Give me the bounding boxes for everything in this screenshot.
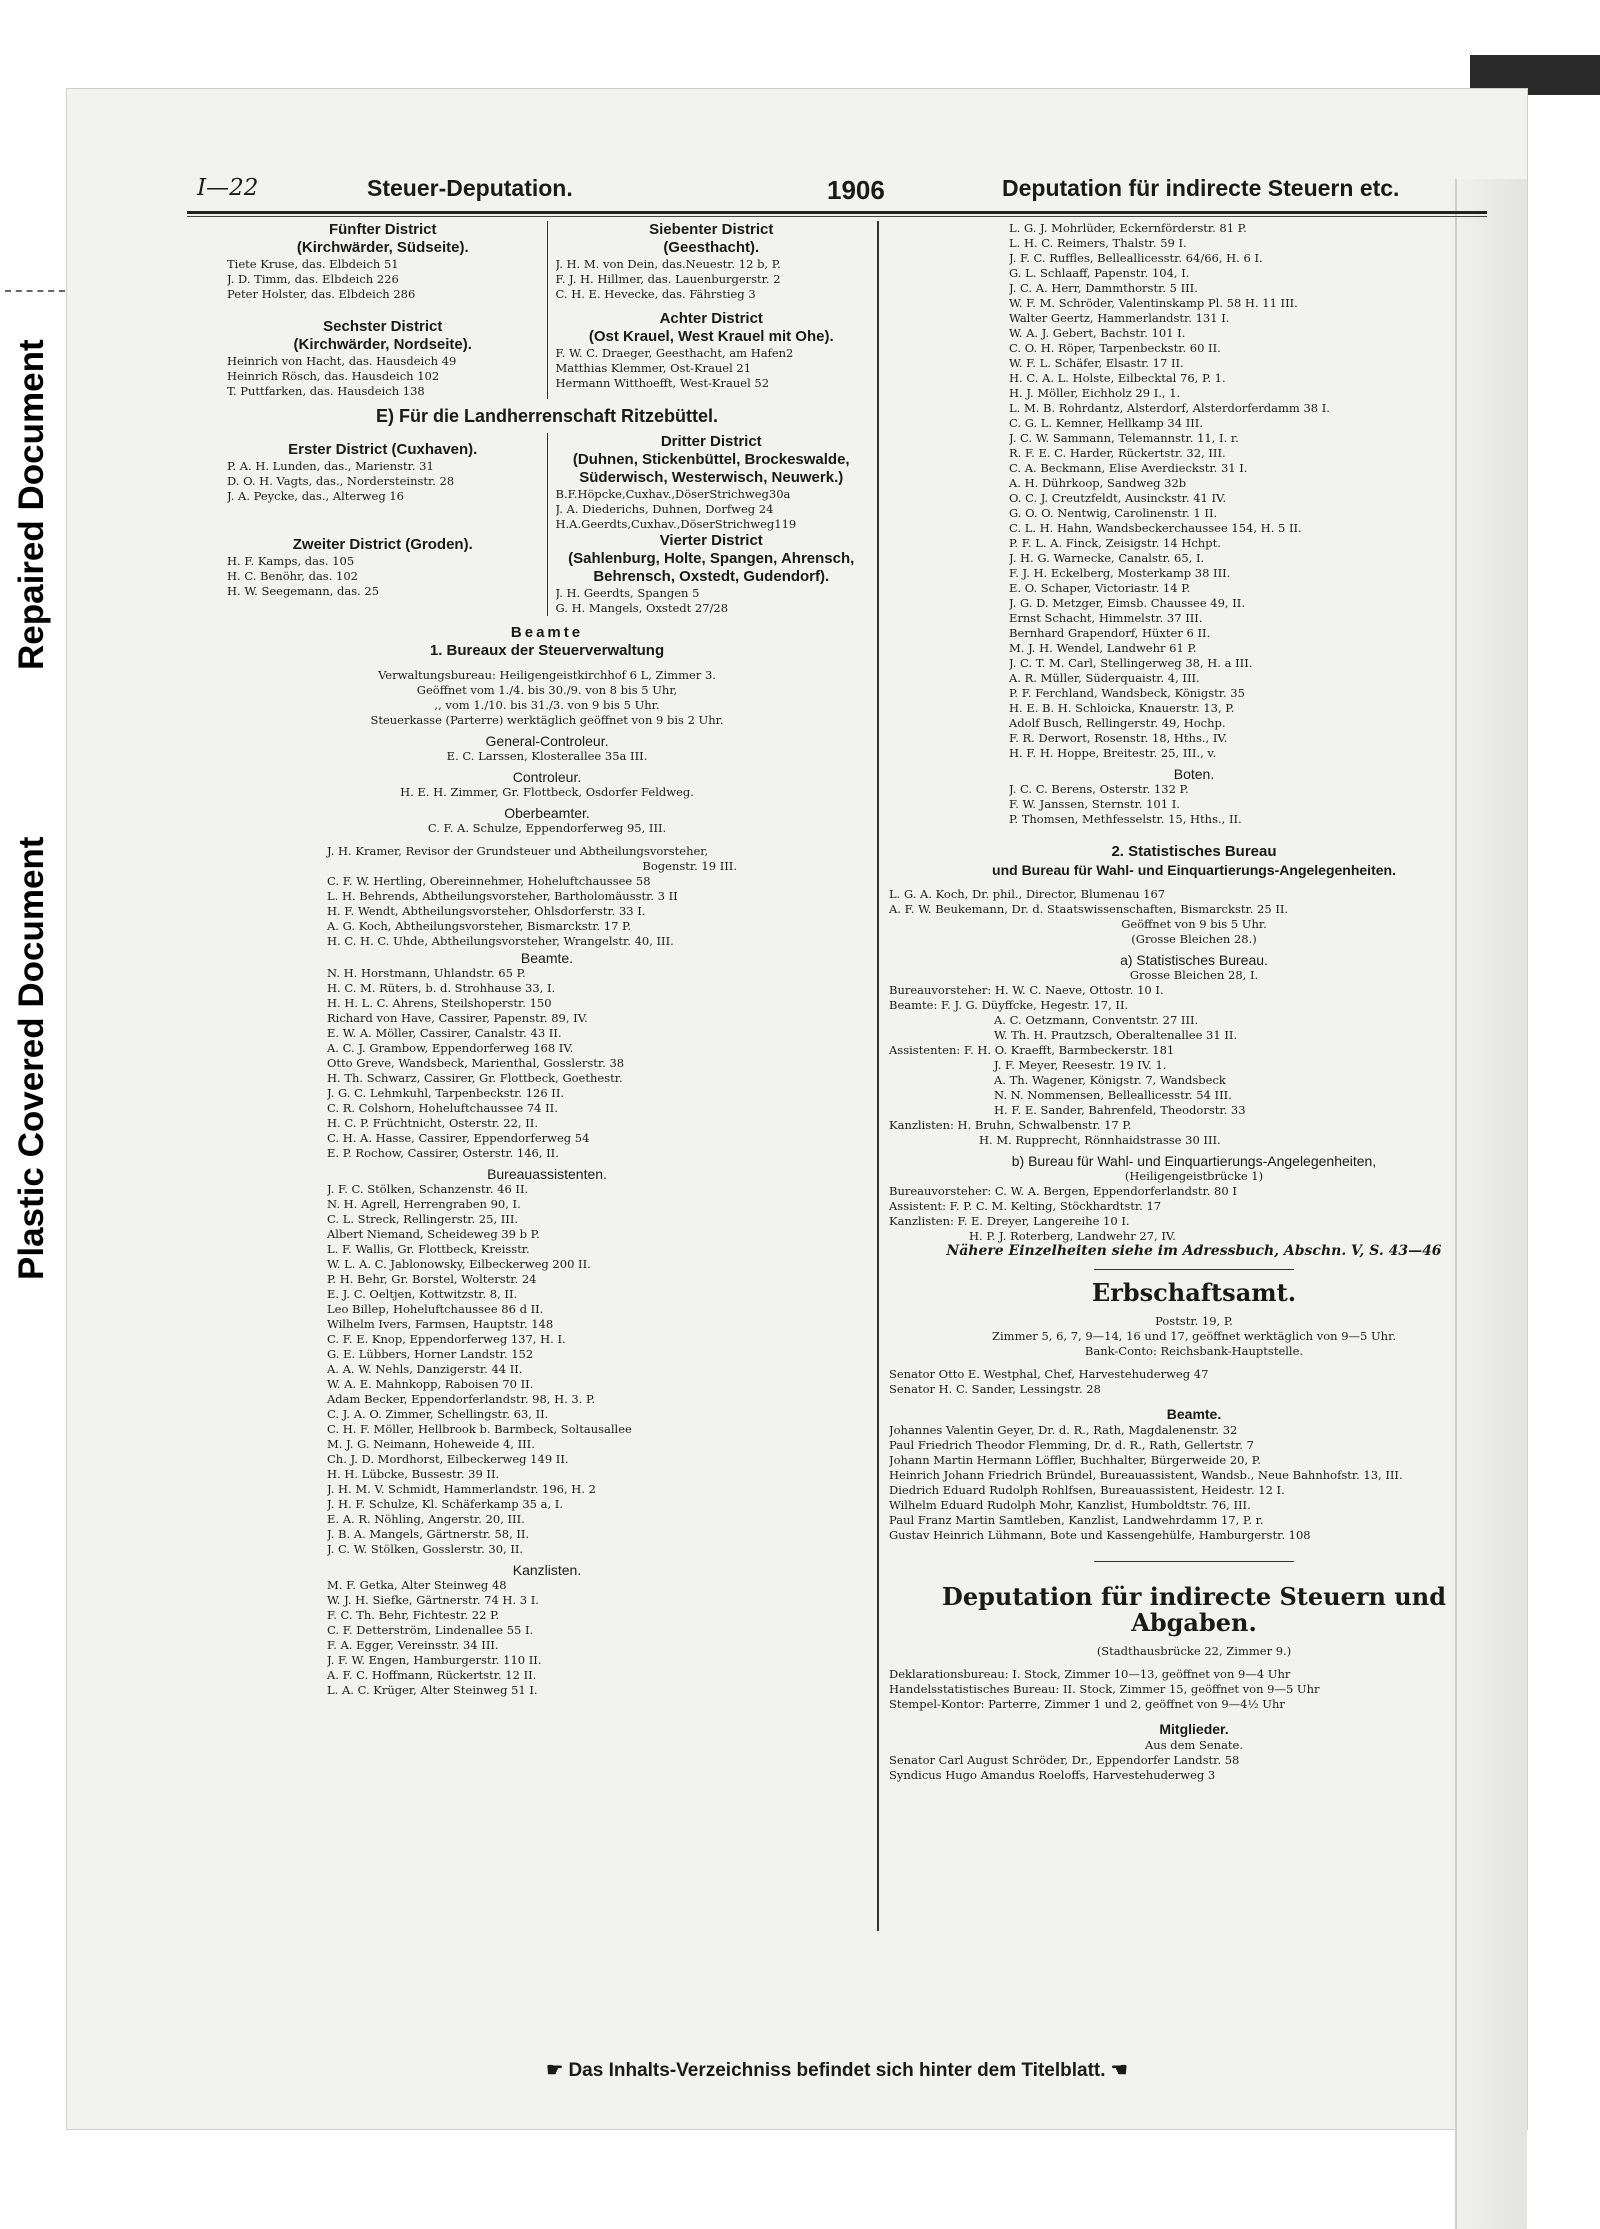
list-item: C. H. A. Hasse, Cassirer, Eppendorferweg 54 <box>327 1131 590 1145</box>
list-item: H. H. L. C. Ahrens, Steilshoperstr. 150 <box>327 996 552 1010</box>
list-item: H. E. H. Zimmer, Gr. Flottbeck, Osdorfer Feldweg. <box>400 785 694 799</box>
list-item: A. R. Müller, Süderquaistr. 4, III. <box>1009 671 1200 685</box>
list-item: Heinrich Rösch, das. Hausdeich 102 <box>227 369 440 383</box>
list-item: L. G. J. Mohrlüder, Eckernförderstr. 81 P. <box>1009 221 1247 235</box>
list-item: Adolf Busch, Rellingerstr. 49, Hochp. <box>1009 716 1226 730</box>
side-labels <box>0 150 70 1280</box>
list-item: C. L. Streck, Rellingerstr. 25, III. <box>327 1212 519 1226</box>
plastic-covered-label: Plastic Covered Document <box>12 836 51 1280</box>
list-item: J. C. C. Berens, Osterstr. 132 P. <box>1009 782 1189 796</box>
list-item: J. C. W. Sammann, Telemannstr. 11, I. r. <box>1009 431 1239 445</box>
beamte-list <box>227 966 867 1161</box>
list-item: J. F. W. Engen, Hamburgerstr. 110 II. <box>327 1653 542 1667</box>
list-item: J. D. Timm, das. Elbdeich 226 <box>227 272 399 286</box>
list-item: W. F. M. Schröder, Valentinskamp Pl. 58 H. 11 III. <box>1009 296 1298 310</box>
list-item: A. F. C. Hoffmann, Rückertstr. 12 II. <box>327 1668 537 1682</box>
mit-sub: Aus dem Senate. <box>1144 1738 1244 1752</box>
stat-addr: (Grosse Bleichen 28.) <box>1131 932 1257 946</box>
list-item: H. C. H. C. Uhde, Abtheilungsvorsteher, Wrangelstr. 40, III. <box>327 934 674 948</box>
section-title: General-Controleur. <box>485 733 609 749</box>
b-addr: (Heiligengeistbrücke 1) <box>1124 1169 1264 1183</box>
adressbuch-note: Nähere Einzelheiten siehe im Adressbuch, Abschn. V, S. 43—46 <box>946 1243 1442 1259</box>
list-item: P. F. Ferchland, Wandsbeck, Königstr. 35 <box>1009 686 1245 700</box>
left-column <box>227 221 867 1698</box>
list-item: J. G. C. Lehmkuhl, Tarpenbeckstr. 126 II. <box>327 1086 565 1100</box>
header-rule <box>187 211 1487 214</box>
list-item: D. O. H. Vagts, das., Nordersteinstr. 28 <box>227 474 455 488</box>
list-item: P. Thomsen, Methfesselstr. 15, Hths., II. <box>1009 812 1242 826</box>
list-item: W. L. A. C. Jablonowsky, Eilbeckerweg 200 II. <box>327 1257 591 1271</box>
list-item: Assistent: F. P. C. M. Kelting, Stöckhardtstr. 17 <box>889 1199 1162 1213</box>
list-item: Peter Holster, das. Elbdeich 286 <box>227 287 416 301</box>
list-item: A. A. W. Nehls, Danzigerstr. 44 II. <box>327 1362 523 1376</box>
list-item: E. J. C. Oeltjen, Kottwitzstr. 8, II. <box>327 1287 518 1301</box>
district-sub: (Duhnen, Stickenbüttel, Brockeswalde, Süderwisch, Westerwisch, Neuwerk.) <box>572 451 850 486</box>
list-item: E. P. Rochow, Cassirer, Osterstr. 146, II. <box>327 1146 559 1160</box>
separator <box>1094 1561 1294 1562</box>
list-item: W. A. E. Mahnkopp, Raboisen 70 II. <box>327 1377 534 1391</box>
list-item: F. J. H. Hillmer, das. Lauenburgerstr. 2 <box>555 272 781 286</box>
list-item: Senator H. C. Sander, Lessingstr. 28 <box>889 1382 1101 1396</box>
district-title: Achter District <box>659 310 763 327</box>
list-item: Richard von Have, Cassirer, Papenstr. 89, IV. <box>327 1011 588 1025</box>
list-item: Albert Niemand, Scheideweg 39 b P. <box>327 1227 540 1241</box>
pointing-hand-icon: ☚ <box>1110 2060 1128 2081</box>
list-item: A. H. Dührkoop, Sandweg 32b <box>1009 476 1187 490</box>
list-item: Kanzlisten: F. E. Dreyer, Langereihe 10 I. <box>889 1214 1130 1228</box>
district-title: Fünfter District <box>328 221 437 238</box>
list-item: J. C. W. Stölken, Gosslerstr. 30, II. <box>327 1542 524 1556</box>
document-page <box>66 88 1528 2130</box>
list-item: G. O. O. Nentwig, Carolinenstr. 1 II. <box>1009 506 1218 520</box>
list-item: A. F. W. Beukemann, Dr. d. Staatswissenschaften, Bismarckstr. 25 II. <box>889 902 1289 916</box>
bureaux-title: 1. Bureaux der Steuerverwaltung <box>429 642 665 659</box>
list-item: J. H. F. Schulze, Kl. Schäferkamp 35 a, I. <box>327 1497 563 1511</box>
list-item: A. C. Oetzmann, Conventstr. 27 III. <box>994 1013 1199 1027</box>
list-item: C. F. E. Knop, Eppendorferweg 137, H. I. <box>327 1332 566 1346</box>
list-item: F. W. C. Draeger, Geesthacht, am Hafen2 <box>555 346 794 360</box>
list-item: J. C. T. M. Carl, Stellingerweg 38, H. a III. <box>1009 656 1253 670</box>
list-item: F. W. Janssen, Sternstr. 101 I. <box>1009 797 1180 811</box>
list-item: Bureauvorsteher: H. W. C. Naeve, Ottostr. 10 I. <box>889 983 1164 997</box>
list-item: W. J. H. Siefke, Gärtnerstr. 74 H. 3 I. <box>327 1593 539 1607</box>
list-item: T. Puttfarken, das. Hausdeich 138 <box>227 384 425 398</box>
list-item: C. H. F. Möller, Hellbrook b. Barmbeck, Soltausallee <box>327 1422 632 1436</box>
list-item: P. F. L. A. Finck, Zeisigstr. 14 Hchpt. <box>1009 536 1221 550</box>
deputation-title: Deputation für indirecte Steuern und Abgaben. <box>942 1582 1446 1637</box>
list-item: Syndicus Hugo Amandus Roeloffs, Harvestehuderweg 3 <box>889 1768 1216 1782</box>
header-left-title: Steuer-Deputation. <box>367 175 573 201</box>
verw-line: Verwaltungsbureau: Heiligengeistkirchhof 6 L, Zimmer 3. <box>378 668 716 682</box>
list-item: Deklarationsbureau: I. Stock, Zimmer 10—13, geöffnet von 9—4 Uhr <box>889 1667 1291 1681</box>
section-title: Beamte. <box>520 950 574 966</box>
list-item: Paul Friedrich Theodor Flemming, Dr. d. R., Rath, Gellertstr. 7 <box>889 1438 1254 1452</box>
repaired-document-label: Repaired Document <box>12 339 51 670</box>
list-item: Johannes Valentin Geyer, Dr. d. R., Rath, Magdalenenstr. 32 <box>889 1423 1238 1437</box>
list-item: Ch. J. D. Mordhorst, Eilbeckerweg 149 II. <box>327 1452 569 1466</box>
list-item: Tiete Kruse, das. Elbdeich 51 <box>227 257 399 271</box>
list-item: H. F. Kamps, das. 105 <box>227 554 355 568</box>
list-item: J. G. D. Metzger, Eimsb. Chaussee 49, II. <box>1009 596 1245 610</box>
list-item: Walter Geertz, Hammerlandstr. 131 I. <box>1009 311 1230 325</box>
list-item: N. N. Nommensen, Belleallicesstr. 54 III. <box>994 1088 1232 1102</box>
boten-list <box>889 782 1499 827</box>
list-item: C. H. E. Hevecke, das. Fährstieg 3 <box>555 287 756 301</box>
bureauassistenten-list <box>227 1182 867 1557</box>
list-item: Beamte: F. J. G. Düyffcke, Hegestr. 17, II. <box>889 998 1129 1012</box>
list-item: M. F. Getka, Alter Steinweg 48 <box>327 1578 507 1592</box>
list-item: Otto Greve, Wandsbeck, Marienthal, Gosslerstr. 38 <box>327 1056 625 1070</box>
list-item: L. H. Behrends, Abtheilungsvorsteher, Bartholomäusstr. 3 II <box>327 889 678 903</box>
list-item: Matthias Klemmer, Ost-Krauel 21 <box>555 361 752 375</box>
district-title: Vierter District <box>659 532 763 549</box>
a-addr: Grosse Bleichen 28, I. <box>1129 968 1259 982</box>
list-item: C. A. Beckmann, Elise Averdieckstr. 31 I. <box>1009 461 1248 475</box>
verw-line: ,, vom 1./10. bis 31./3. von 9 bis 5 Uhr. <box>434 698 660 712</box>
list-item: H. C. A. L. Holste, Eilbecktal 76, P. 1. <box>1009 371 1226 385</box>
list-item: J. A. Peycke, das., Alterweg 16 <box>227 489 404 503</box>
districts-5-8 <box>227 221 867 399</box>
list-item: H. J. Möller, Eichholz 29 I., 1. <box>1009 386 1181 400</box>
list-item: P. H. Behr, Gr. Borstel, Wolterstr. 24 <box>327 1272 537 1286</box>
list-item: F. R. Derwort, Rosenstr. 18, Hths., IV. <box>1009 731 1228 745</box>
kanzlisten-list <box>227 1578 867 1698</box>
stat-bureau-sub: und Bureau für Wahl- und Einquartierungs-Angelegenheiten. <box>992 862 1396 878</box>
list-item: R. F. E. C. Harder, Rückertstr. 32, III. <box>1009 446 1226 460</box>
list-item: H. P. J. Roterberg, Landwehr 27, IV. <box>969 1229 1176 1243</box>
section-title: Kanzlisten. <box>512 1562 582 1578</box>
list-item: J. F. C. Ruffles, Belleallicesstr. 64/66, H. 6 I. <box>1009 251 1263 265</box>
district-title: Erster District (Cuxhaven). <box>288 441 478 458</box>
list-item: Heinrich von Hacht, das. Hausdeich 49 <box>227 354 457 368</box>
list-item: Diedrich Eduard Rudolph Rohlfsen, Bureauassistent, Heidestr. 12 I. <box>889 1483 1285 1497</box>
district-sub: (Kirchwärder, Nordseite). <box>293 336 472 353</box>
list-item: F. A. Egger, Vereinsstr. 34 III. <box>327 1638 499 1652</box>
header-year: 1906 <box>827 175 885 205</box>
list-item: L. M. B. Rohrdantz, Alsterdorf, Alsterdorferdamm 38 I. <box>1009 401 1330 415</box>
stat-open: Geöffnet von 9 bis 5 Uhr. <box>1121 917 1267 931</box>
erb-line: Bank-Conto: Reichsbank-Hauptstelle. <box>1084 1344 1304 1358</box>
list-item: W. F. L. Schäfer, Elsastr. 17 II. <box>1009 356 1184 370</box>
list-item: Bernhard Grapendorf, Hüxter 6 II. <box>1009 626 1211 640</box>
district-sub: (Sahlenburg, Holte, Spangen, Ahrensch, Behrensch, Oxstedt, Gudendorf). <box>568 550 855 585</box>
list-item: Hermann Witthoefft, West-Krauel 52 <box>555 376 770 390</box>
list-item: C. R. Colshorn, Hoheluftchaussee 74 II. <box>327 1101 558 1115</box>
list-item: J. C. A. Herr, Dammthorstr. 5 III. <box>1009 281 1198 295</box>
pointing-hand-icon: ☛ <box>546 2060 569 2081</box>
list-item: G. H. Mangels, Oxstedt 27/28 <box>555 601 729 615</box>
list-item: H.A.Geerdts,Cuxhav.,DöserStrichweg119 <box>555 517 797 531</box>
section-title: Bureauassistenten. <box>487 1166 607 1182</box>
oberbeamte-list <box>227 874 867 949</box>
district-title: Zweiter District (Groden). <box>292 536 473 553</box>
edge-dash <box>5 290 65 292</box>
list-item: Bureauvorsteher: C. W. A. Bergen, Eppendorferlandstr. 80 I <box>889 1184 1237 1198</box>
dep-addr: (Stadthausbrücke 22, Zimmer 9.) <box>1096 1644 1292 1658</box>
list-item: Ernst Schacht, Himmelstr. 37 III. <box>1009 611 1203 625</box>
list-item: H. H. Lübcke, Bussestr. 39 II. <box>327 1467 500 1481</box>
page-header <box>187 169 1487 209</box>
list-item: J. H. M. von Dein, das.Neuestr. 12 b, P. <box>555 257 781 271</box>
list-item: M. J. H. Wendel, Landwehr 61 P. <box>1009 641 1197 655</box>
list-item: C. F. W. Hertling, Obereinnehmer, Hoheluftchaussee 58 <box>327 874 651 888</box>
list-item: L. F. Wallis, Gr. Flottbeck, Kreisstr. <box>327 1242 530 1256</box>
wahl-staff-list <box>889 1184 1499 1244</box>
list-item: H. F. H. Hoppe, Breitestr. 25, III., v. <box>1009 746 1217 760</box>
list-item: G. E. Lübbers, Horner Landstr. 152 <box>327 1347 534 1361</box>
separator <box>1094 1269 1294 1270</box>
list-item: Handelsstatistisches Bureau: II. Stock, Zimmer 15, geöffnet von 9—5 Uhr <box>889 1682 1320 1696</box>
list-item: E. C. Larssen, Klosterallee 35a III. <box>446 749 648 763</box>
ritzebuettel-title: E) Für die Landherrenschaft Ritzebüttel. <box>375 406 719 426</box>
list-item: Gustav Heinrich Lühmann, Bote und Kassengehülfe, Hamburgerstr. 108 <box>889 1528 1311 1542</box>
right-column <box>877 221 1499 1931</box>
list-item: P. A. H. Lunden, das., Marienstr. 31 <box>227 459 434 473</box>
header-right-title: Deputation für indirecte Steuern etc. <box>1002 175 1400 201</box>
page-content <box>187 169 1487 2081</box>
list-item: A. G. Koch, Abtheilungsvorsteher, Bismarckstr. 17 P. <box>327 919 632 933</box>
list-item: J. F. C. Stölken, Schanzenstr. 46 II. <box>327 1182 529 1196</box>
list-item: J. H. Geerdts, Spangen 5 <box>555 586 700 600</box>
continued-list <box>889 221 1499 761</box>
list-item: C. J. A. O. Zimmer, Schellingstr. 63, II. <box>327 1407 549 1421</box>
list-item: C. O. H. Röper, Tarpenbeckstr. 60 II. <box>1009 341 1221 355</box>
district-title: Sechster District <box>323 318 443 335</box>
list-item: Adam Becker, Eppendorferlandstr. 98, H. 3. P. <box>327 1392 596 1406</box>
erbschaftsamt-title: Erbschaftsamt. <box>1091 1278 1297 1307</box>
list-item: M. J. G. Neimann, Hoheweide 4, III. <box>327 1437 535 1451</box>
erb-line: Poststr. 19, P. <box>1155 1314 1233 1328</box>
list-item: L. A. C. Krüger, Alter Steinweg 51 I. <box>327 1683 538 1697</box>
list-item: E. A. R. Nöhling, Angerstr. 20, III. <box>327 1512 525 1526</box>
list-item: H. W. Seegemann, das. 25 <box>227 584 380 598</box>
list-item: J. A. Diederichs, Duhnen, Dorfweg 24 <box>555 502 774 516</box>
list-item: E. W. A. Möller, Cassirer, Canalstr. 43 II. <box>327 1026 562 1040</box>
ritzebuettel-districts <box>227 433 867 616</box>
footer-note <box>187 2059 1487 2082</box>
list-item: C. F. Detterström, Lindenallee 55 I. <box>327 1623 534 1637</box>
list-item: Leo Billep, Hoheluftchaussee 86 d II. <box>327 1302 544 1316</box>
list-item: H. Th. Schwarz, Cassirer, Gr. Flottbeck, Goethestr. <box>327 1071 623 1085</box>
district-sub: (Ost Krauel, West Krauel mit Ohe). <box>588 328 834 345</box>
list-item: N. H. Horstmann, Uhlandstr. 65 P. <box>327 966 526 980</box>
section-title: b) Bureau für Wahl- und Einquartierungs-Angelegenheiten, <box>1011 1153 1377 1169</box>
list-item: H. E. B. H. Schloicka, Knauerstr. 13, P. <box>1009 701 1235 715</box>
list-item: Wilhelm Eduard Rudolph Mohr, Kanzlist, Humboldtstr. 76, III. <box>889 1498 1251 1512</box>
erb-line: Zimmer 5, 6, 7, 9—14, 16 und 17, geöffnet werktäglich von 9—5 Uhr. <box>992 1329 1396 1343</box>
list-item: Johann Martin Hermann Löffler, Buchhalter, Bürgerweide 20, P. <box>889 1453 1261 1467</box>
list-item: J. H. G. Warnecke, Canalstr. 65, I. <box>1009 551 1205 565</box>
list-item: Stempel-Kontor: Parterre, Zimmer 1 und 2, geöffnet von 9—4½ Uhr <box>889 1697 1285 1711</box>
list-item: Heinrich Johann Friedrich Bründel, Bureauassistent, Wandsb., Neue Bahnhofstr. 13, III. <box>889 1468 1403 1482</box>
section-title: Beamte. <box>1166 1406 1222 1422</box>
section-title: Boten. <box>1173 766 1215 782</box>
verw-line: Steuerkasse (Parterre) werktäglich geöffnet von 9 bis 2 Uhr. <box>370 713 724 727</box>
stat-bureau-title: 2. Statistisches Bureau <box>1111 843 1277 860</box>
list-item: G. L. Schlaaff, Papenstr. 104, I. <box>1009 266 1190 280</box>
district-sub: (Kirchwärder, Südseite). <box>296 239 469 256</box>
list-item: J. F. Meyer, Reesestr. 19 IV. 1. <box>994 1058 1167 1072</box>
list-item: W. Th. H. Prautzsch, Oberaltenallee 31 II. <box>994 1028 1238 1042</box>
list-item: F. C. Th. Behr, Fichtestr. 22 P. <box>327 1608 500 1622</box>
list-item: C. G. L. Kemner, Hellkamp 34 III. <box>1009 416 1203 430</box>
header-rule-thin <box>187 216 1487 217</box>
district-title: Siebenter District <box>649 221 774 238</box>
list-item: H. F. E. Sander, Bahrenfeld, Theodorstr. 33 <box>994 1103 1246 1117</box>
list-item: C. F. A. Schulze, Eppendorferweg 95, III. <box>427 821 667 835</box>
list-item: A. Th. Wagener, Königstr. 7, Wandsbeck <box>994 1073 1226 1087</box>
section-title: Mitglieder. <box>1159 1721 1229 1737</box>
list-item: F. J. H. Eckelberg, Mosterkamp 38 III. <box>1009 566 1231 580</box>
list-item: J. B. A. Mangels, Gärtnerstr. 58, II. <box>327 1527 530 1541</box>
list-item: L. G. A. Koch, Dr. phil., Director, Blumenau 167 <box>889 887 1166 901</box>
list-item: Wilhelm Ivers, Farmsen, Hauptstr. 148 <box>327 1317 554 1331</box>
list-item: H. M. Rupprecht, Rönnhaidstrasse 30 III. <box>979 1133 1221 1147</box>
section-title: Controleur. <box>512 769 582 785</box>
erb-beamte-list <box>889 1423 1499 1543</box>
list-item: H. C. Benöhr, das. 102 <box>227 569 358 583</box>
list-item: H. C. P. Früchtnicht, Osterstr. 22, II. <box>327 1116 538 1130</box>
list-item: W. A. J. Gebert, Bachstr. 101 I. <box>1009 326 1186 340</box>
district-title: Dritter District <box>660 433 762 450</box>
list-item: J. H. Kramer, Revisor der Grundsteuer und Abtheilungsvorsteher, <box>327 844 709 858</box>
list-item: Kanzlisten: H. Bruhn, Schwalbenstr. 17 P. <box>889 1118 1132 1132</box>
section-title: a) Statistisches Bureau. <box>1120 952 1268 968</box>
list-item: H. F. Wendt, Abtheilungsvorsteher, Ohlsdorferstr. 33 I. <box>327 904 646 918</box>
list-item: L. H. C. Reimers, Thalstr. 59 I. <box>1009 236 1187 250</box>
list-item: C. L. H. Hahn, Wandsbeckerchaussee 154, H. 5 II. <box>1009 521 1302 535</box>
district-sub: (Geesthacht). <box>663 239 760 256</box>
beamte-title: Beamte <box>510 624 584 641</box>
list-item: E. O. Schaper, Victoriastr. 14 P. <box>1009 581 1191 595</box>
list-item: N. H. Agrell, Herrengraben 90, I. <box>327 1197 521 1211</box>
verw-line: Geöffnet vom 1./4. bis 30./9. von 8 bis 5 Uhr, <box>416 683 678 697</box>
list-item: J. H. M. V. Schmidt, Hammerlandstr. 196, H. 2 <box>327 1482 596 1496</box>
stat-staff-list <box>889 983 1499 1148</box>
list-item: H. C. M. Rüters, b. d. Strohhause 33, I. <box>327 981 556 995</box>
section-title: Oberbeamter. <box>504 805 590 821</box>
list-item: Bogenstr. 19 III. <box>642 859 737 873</box>
list-item: O. C. J. Creutzfeldt, Ausinckstr. 41 IV. <box>1009 491 1226 505</box>
list-item: Senator Otto E. Westphal, Chef, Harvestehuderweg 47 <box>889 1367 1209 1381</box>
list-item: B.F.Höpcke,Cuxhav.,DöserStrichweg30a <box>555 487 791 501</box>
page-number: I—22 <box>197 175 259 201</box>
list-item: Paul Franz Martin Samtleben, Kanzlist, Landwehrdamm 17, P. r. <box>889 1513 1264 1527</box>
list-item: Assistenten: F. H. O. Kraefft, Barmbeckerstr. 181 <box>889 1043 1175 1057</box>
list-item: A. C. J. Grambow, Eppendorferweg 168 IV. <box>327 1041 574 1055</box>
footer-text: Das Inhalts-Verzeichniss befindet sich hinter dem Titelblatt. <box>568 2060 1106 2081</box>
list-item: Senator Carl August Schröder, Dr., Eppendorfer Landstr. 58 <box>889 1753 1240 1767</box>
